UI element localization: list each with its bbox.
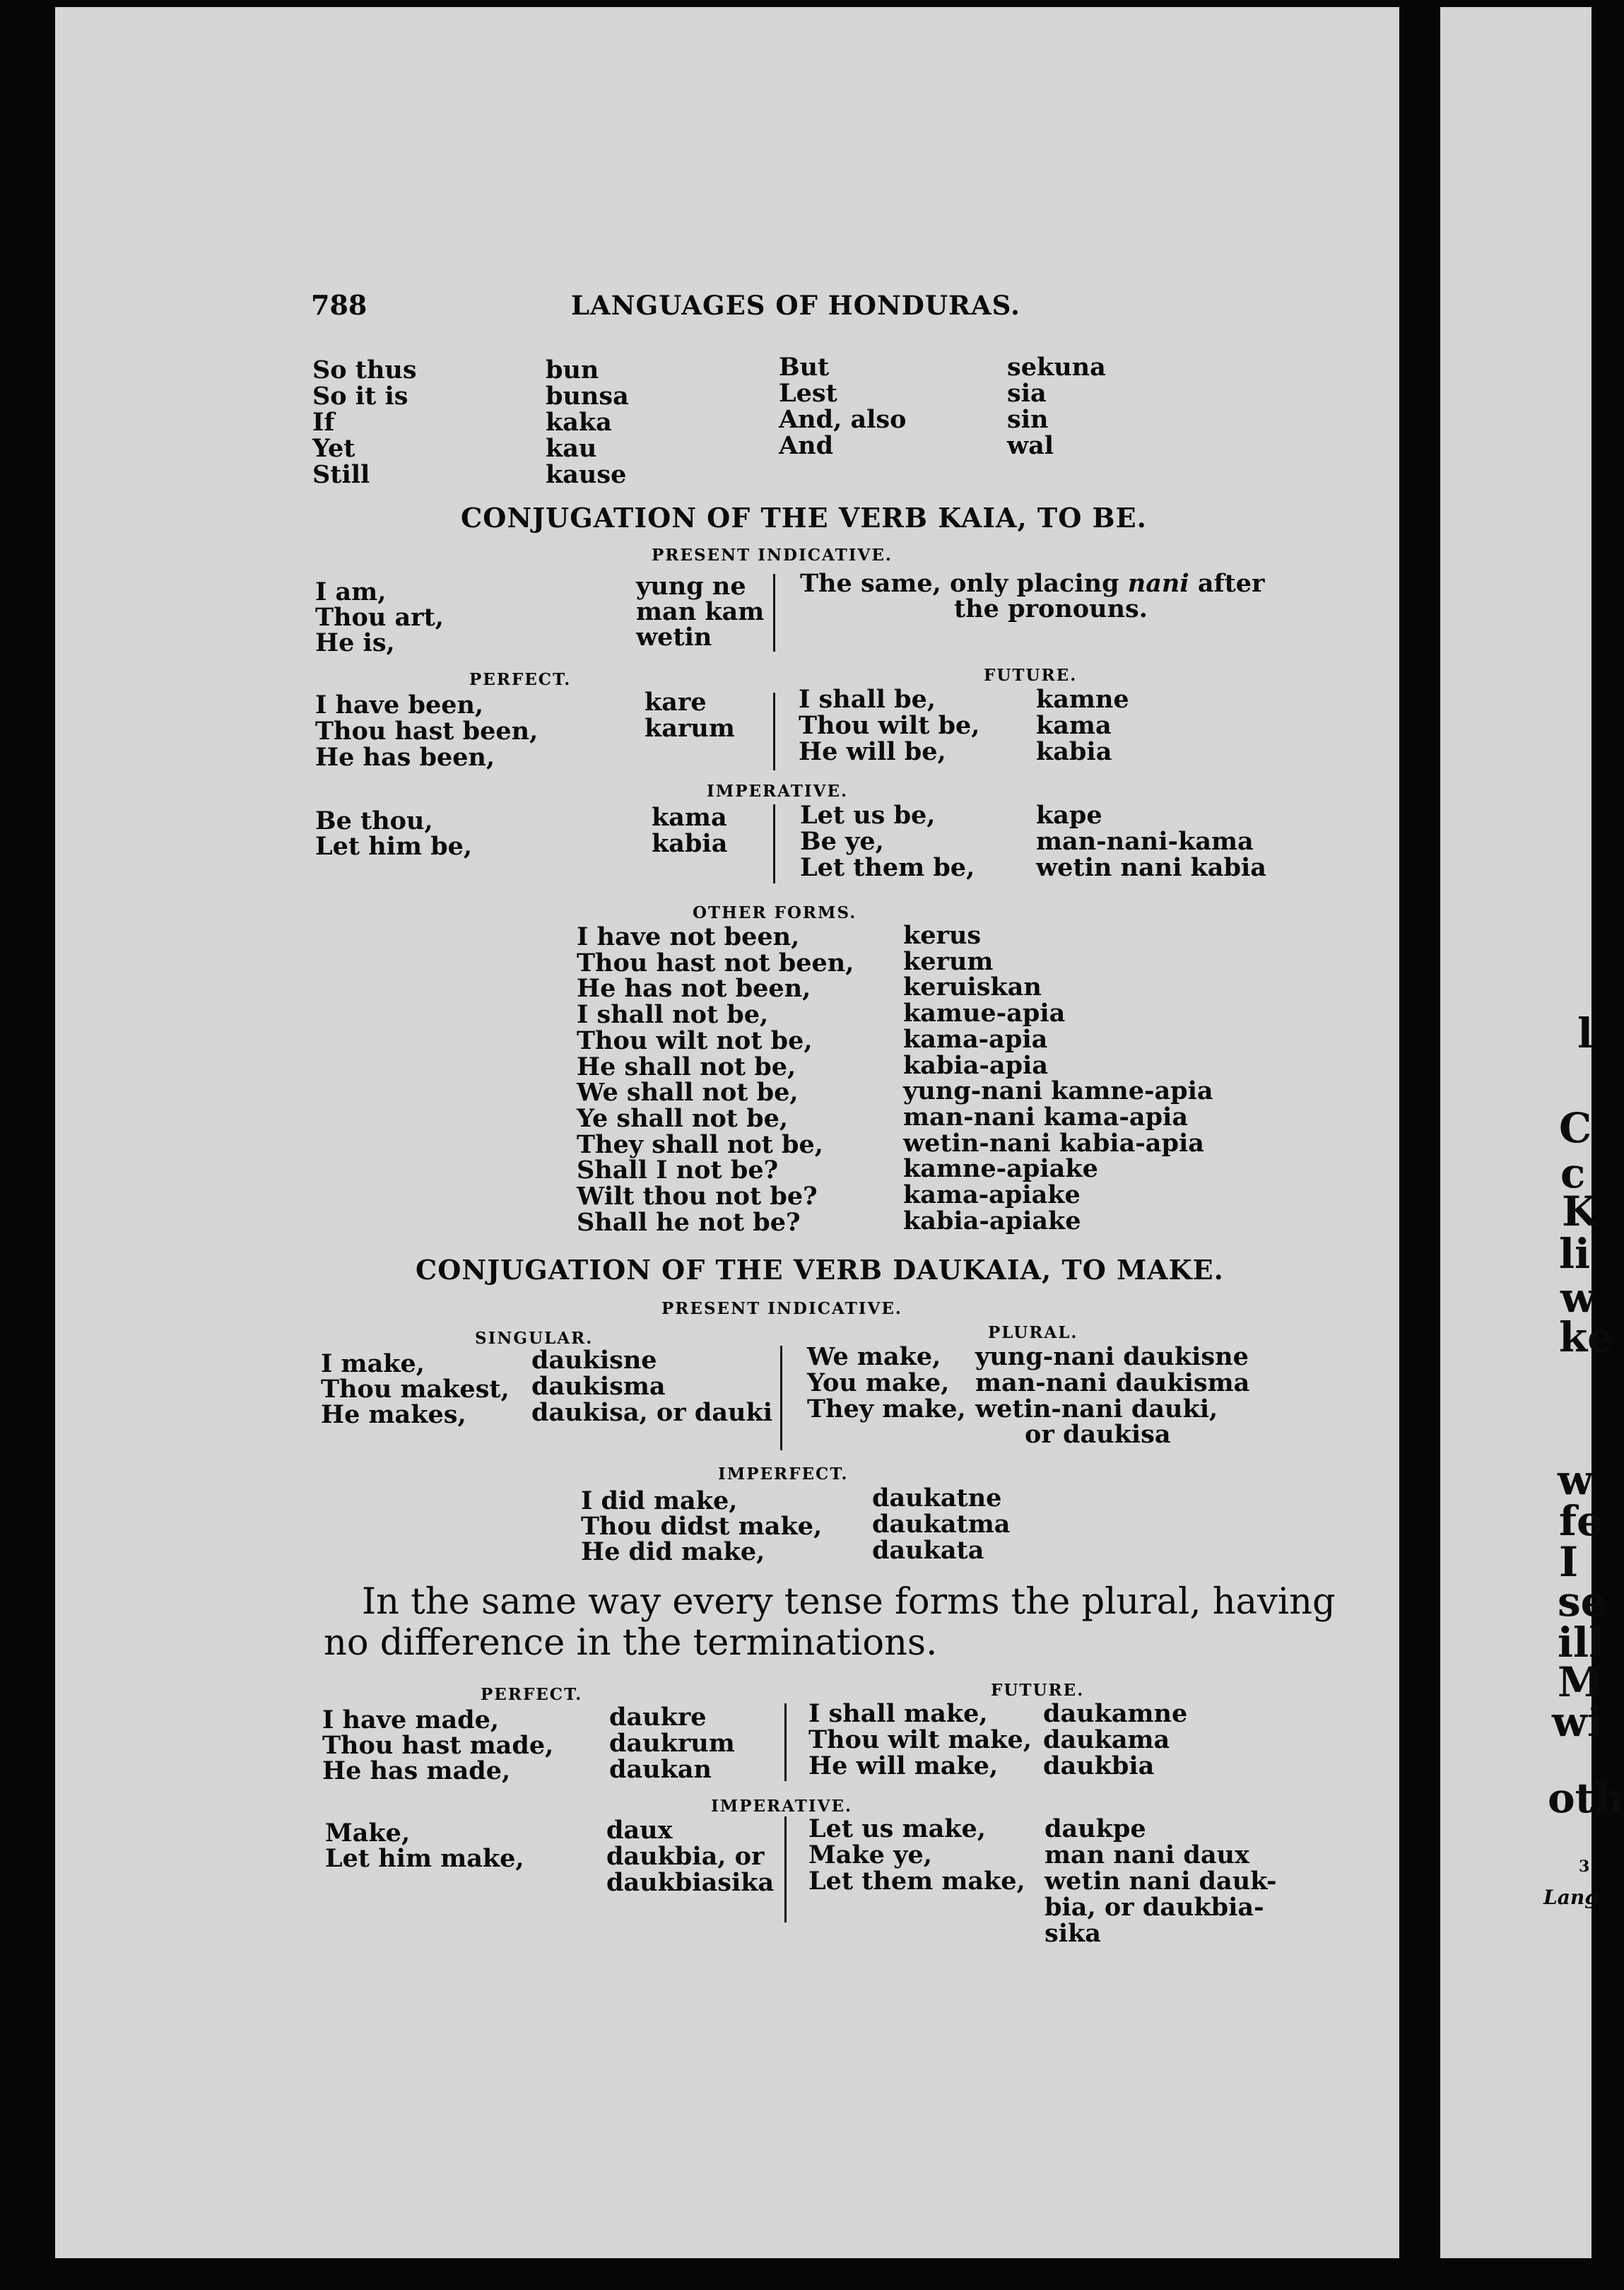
right-fragment: ill bbox=[1558, 1619, 1605, 1667]
other-form-word: kerus bbox=[903, 921, 982, 950]
kaia-title: CONJUGATION OF THE VERB KAIA, TO BE. bbox=[461, 502, 1147, 534]
kaia-imperative-word: kape bbox=[1036, 801, 1102, 830]
other-form-en: He shall not be, bbox=[577, 1052, 796, 1081]
other-form-en: Wilt thou not be? bbox=[577, 1182, 818, 1211]
kaia-perfect-word: karum bbox=[645, 714, 735, 743]
particle-word: kause bbox=[546, 460, 627, 489]
daukaia-present-label: PRESENT INDICATIVE. bbox=[661, 1299, 902, 1318]
daukaia-imperative-cont: bia, or daukbia- bbox=[1045, 1893, 1264, 1922]
right-fragment: w bbox=[1560, 1274, 1596, 1322]
column-divider bbox=[784, 1703, 787, 1781]
other-form-en: Ye shall not be, bbox=[577, 1104, 789, 1133]
daukaia-plural-cont: or daukisa bbox=[1025, 1420, 1171, 1449]
note-line-2: no difference in the terminations. bbox=[324, 1622, 938, 1664]
other-form-word: kabia-apia bbox=[903, 1051, 1049, 1080]
daukaia-perfect-en: Thou hast made, bbox=[322, 1731, 554, 1760]
daukaia-imperative-en: Let him make, bbox=[325, 1844, 524, 1873]
daukaia-imperfect-word: daukatne bbox=[872, 1484, 1002, 1513]
kaia-present-label: PRESENT INDICATIVE. bbox=[652, 546, 893, 565]
particle-word: sekuna bbox=[1007, 353, 1106, 382]
right-fragment: fe bbox=[1559, 1497, 1603, 1545]
daukaia-singular-en: Thou makest, bbox=[321, 1375, 510, 1404]
other-form-en: I shall not be, bbox=[577, 1000, 769, 1029]
daukaia-plural-word: yung-nani daukisne bbox=[975, 1342, 1249, 1371]
other-form-word: keruiskan bbox=[903, 973, 1042, 1002]
particle-en: Still bbox=[312, 460, 370, 489]
daukaia-perfect-word: daukan bbox=[609, 1755, 712, 1784]
daukaia-imperfect-en: He did make, bbox=[581, 1537, 765, 1566]
other-form-word: kabia-apiake bbox=[903, 1206, 1081, 1235]
kaia-imperative-label: IMPERATIVE. bbox=[707, 782, 849, 801]
daukaia-plural-word: wetin-nani dauki, bbox=[975, 1394, 1218, 1423]
daukaia-imperfect-en: I did make, bbox=[581, 1486, 738, 1515]
daukaia-imperative-en: Make ye, bbox=[808, 1840, 932, 1869]
daukaia-singular-word: daukisne bbox=[531, 1346, 657, 1375]
other-form-word: kamne-apiake bbox=[903, 1154, 1098, 1183]
kaia-other-label: OTHER FORMS. bbox=[693, 903, 857, 922]
daukaia-imperfect-label: IMPERFECT. bbox=[718, 1464, 849, 1484]
page-number: 788 bbox=[311, 289, 367, 321]
other-form-word: kama-apiake bbox=[903, 1180, 1081, 1209]
other-form-word: kama-apia bbox=[903, 1025, 1048, 1054]
particle-en: But bbox=[779, 353, 830, 382]
daukaia-imperative-word: man nani daux bbox=[1045, 1840, 1249, 1869]
right-fragment: K bbox=[1562, 1187, 1598, 1235]
daukaia-singular-label: SINGULAR. bbox=[475, 1329, 594, 1348]
other-form-word: kerum bbox=[903, 947, 994, 976]
kaia-future-en: I shall be, bbox=[799, 685, 936, 714]
daukaia-future-word: daukamne bbox=[1043, 1699, 1188, 1728]
note-line-1: In the same way every tense forms the plural, having bbox=[362, 1581, 1336, 1623]
daukaia-imperative-word: daux bbox=[606, 1816, 673, 1845]
running-title: LANGUAGES OF HONDURAS. bbox=[571, 290, 1020, 321]
daukaia-title: CONJUGATION OF THE VERB DAUKAIA, TO MAKE. bbox=[416, 1254, 1224, 1286]
right-fragment: w bbox=[1558, 1456, 1593, 1504]
particle-word: sia bbox=[1007, 379, 1047, 408]
particle-en: Lest bbox=[779, 379, 837, 408]
kaia-future-en: He will be, bbox=[799, 737, 946, 766]
daukaia-singular-en: He makes, bbox=[321, 1400, 466, 1429]
right-fragment: Lang bbox=[1543, 1886, 1599, 1909]
kaia-present-word: wetin bbox=[636, 623, 712, 652]
kaia-imperative-word: kama bbox=[652, 803, 727, 832]
daukaia-future-en: He will make, bbox=[808, 1751, 999, 1780]
other-form-en: Shall he not be? bbox=[577, 1208, 801, 1237]
kaia-imperative-en: Let us be, bbox=[800, 801, 936, 830]
other-form-en: I have not been, bbox=[577, 922, 800, 951]
column-divider bbox=[773, 574, 775, 652]
particle-en: And bbox=[779, 431, 834, 460]
other-form-en: We shall not be, bbox=[577, 1078, 799, 1107]
daukaia-imperative-label: IMPERATIVE. bbox=[711, 1797, 853, 1816]
other-form-word: kamue-apia bbox=[903, 999, 1066, 1028]
particle-en: And, also bbox=[779, 405, 907, 434]
kaia-future-word: kabia bbox=[1036, 737, 1112, 766]
kaia-imperative-en: Let them be, bbox=[800, 853, 975, 882]
kaia-imperative-word: wetin nani kabia bbox=[1036, 853, 1266, 882]
right-fragment: l bbox=[1577, 1009, 1594, 1057]
other-form-word: man-nani kama-apia bbox=[903, 1103, 1189, 1132]
daukaia-future-label: FUTURE. bbox=[991, 1681, 1085, 1700]
particle-en: Yet bbox=[312, 434, 355, 463]
column-divider bbox=[773, 804, 775, 883]
daukaia-future-word: daukama bbox=[1043, 1725, 1170, 1754]
kaia-imperative-word: kabia bbox=[652, 829, 728, 858]
right-fragment: 3 bbox=[1579, 1857, 1590, 1876]
kaia-present-en: He is, bbox=[315, 628, 395, 657]
right-fragment: oth bbox=[1548, 1774, 1624, 1822]
daukaia-plural-en: You make, bbox=[807, 1368, 950, 1397]
daukaia-perfect-label: PERFECT. bbox=[481, 1685, 583, 1704]
other-form-en: He has not been, bbox=[577, 974, 811, 1003]
daukaia-singular-en: I make, bbox=[321, 1349, 425, 1378]
daukaia-imperfect-word: daukata bbox=[872, 1536, 984, 1565]
daukaia-imperative-en: Let us make, bbox=[808, 1814, 986, 1843]
daukaia-future-en: I shall make, bbox=[808, 1699, 988, 1728]
kaia-present-en: Thou art, bbox=[315, 603, 444, 632]
kaia-present-en: I am, bbox=[315, 577, 387, 606]
right-fragment: C bbox=[1559, 1104, 1592, 1152]
right-fragment: li bbox=[1559, 1230, 1591, 1278]
daukaia-imperative-en: Make, bbox=[325, 1819, 411, 1848]
kaia-perfect-en: I have been, bbox=[315, 691, 484, 720]
particle-en: If bbox=[312, 408, 335, 437]
other-form-word: yung-nani kamne-apia bbox=[903, 1076, 1213, 1105]
kaia-perfect-word: kare bbox=[645, 688, 707, 717]
particle-en: So it is bbox=[312, 382, 408, 411]
daukaia-plural-label: PLURAL. bbox=[988, 1323, 1078, 1342]
kaia-present-word: yung ne bbox=[636, 572, 746, 601]
daukaia-imperative-word: daukbia, or bbox=[606, 1842, 765, 1871]
kaia-perfect-label: PERFECT. bbox=[469, 670, 572, 689]
other-form-en: Shall I not be? bbox=[577, 1156, 779, 1185]
daukaia-imperfect-word: daukatma bbox=[872, 1510, 1011, 1539]
daukaia-plural-word: man-nani daukisma bbox=[975, 1368, 1250, 1397]
column-divider bbox=[780, 1346, 782, 1450]
daukaia-imperative-cont: sika bbox=[1045, 1919, 1101, 1948]
particle-word: bunsa bbox=[546, 382, 629, 411]
daukaia-future-en: Thou wilt make, bbox=[808, 1725, 1032, 1754]
right-fragment: I bbox=[1559, 1538, 1579, 1586]
right-fragment: M bbox=[1558, 1658, 1604, 1706]
right-fragment: wi bbox=[1552, 1698, 1603, 1746]
kaia-imperative-word: man-nani-kama bbox=[1036, 827, 1254, 856]
kaia-present-note: The same, only placing nani after bbox=[800, 569, 1265, 598]
particle-word: kau bbox=[546, 434, 597, 463]
particle-word: bun bbox=[546, 356, 599, 384]
kaia-perfect-en: Thou hast been, bbox=[315, 717, 539, 746]
kaia-present-word: man kam bbox=[636, 597, 765, 626]
particle-word: sin bbox=[1007, 405, 1049, 434]
kaia-imperative-en: Be ye, bbox=[800, 827, 884, 856]
other-form-en: They shall not be, bbox=[577, 1130, 823, 1159]
kaia-perfect-en: He has been, bbox=[315, 743, 495, 772]
kaia-imperative-en: Be thou, bbox=[315, 806, 433, 835]
daukaia-plural-en: We make, bbox=[807, 1342, 941, 1371]
daukaia-perfect-en: He has made, bbox=[322, 1756, 511, 1785]
daukaia-perfect-word: daukre bbox=[609, 1703, 707, 1732]
other-form-en: Thou hast not been, bbox=[577, 949, 854, 977]
daukaia-singular-word: daukisma bbox=[531, 1372, 666, 1401]
daukaia-imperative-word: daukbiasika bbox=[606, 1868, 775, 1897]
other-form-word: wetin-nani kabia-apia bbox=[903, 1129, 1204, 1158]
right-fragment: ke bbox=[1559, 1313, 1614, 1361]
daukaia-perfect-en: I have made, bbox=[322, 1705, 500, 1734]
column-divider bbox=[773, 693, 775, 770]
kaia-imperative-en: Let him be, bbox=[315, 832, 473, 861]
other-form-en: Thou wilt not be, bbox=[577, 1026, 813, 1055]
daukaia-imperative-word: daukpe bbox=[1045, 1814, 1146, 1843]
daukaia-imperative-word: wetin nani dauk- bbox=[1045, 1867, 1277, 1896]
kaia-future-label: FUTURE. bbox=[984, 666, 1078, 685]
kaia-future-word: kamne bbox=[1036, 685, 1129, 714]
right-fragment: se bbox=[1558, 1578, 1607, 1626]
daukaia-imperative-en: Let them make, bbox=[808, 1867, 1025, 1896]
kaia-future-en: Thou wilt be, bbox=[799, 711, 980, 740]
daukaia-perfect-word: daukrum bbox=[609, 1729, 735, 1758]
particle-word: wal bbox=[1007, 431, 1054, 460]
particle-en: So thus bbox=[312, 356, 417, 384]
daukaia-singular-word: daukisa, or dauki bbox=[531, 1398, 773, 1427]
daukaia-imperfect-en: Thou didst make, bbox=[581, 1512, 823, 1541]
kaia-present-note-cont: the pronouns. bbox=[954, 594, 1148, 623]
daukaia-future-word: daukbia bbox=[1043, 1751, 1155, 1780]
column-divider bbox=[784, 1816, 787, 1922]
right-fragment: c bbox=[1560, 1149, 1586, 1197]
kaia-future-word: kama bbox=[1036, 711, 1112, 740]
daukaia-plural-en: They make, bbox=[807, 1394, 966, 1423]
particle-word: kaka bbox=[546, 408, 612, 437]
